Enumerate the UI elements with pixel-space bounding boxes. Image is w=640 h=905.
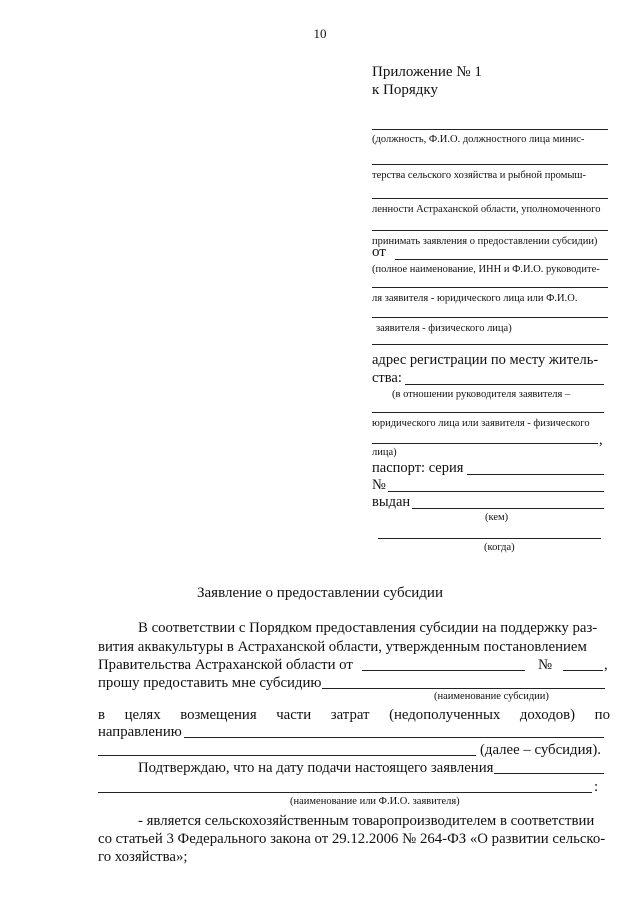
official-hint-4: принимать заявления о предоставлении субсидии) — [372, 236, 598, 247]
applicant-line-4 — [372, 344, 608, 345]
applicant-name-line-2 — [98, 792, 592, 793]
from-line — [395, 259, 608, 260]
paragraph-3-line-1: Подтверждаю, что на дату подачи настоящего заявления — [138, 760, 494, 776]
decree-date-line — [362, 670, 525, 671]
paragraph-1-line-2: вития аквакультуры в Астраханской области, утвержденным постановлением — [98, 639, 587, 655]
from-label: от — [372, 244, 386, 260]
official-line-4 — [372, 230, 608, 231]
p2-word: в — [98, 707, 105, 723]
annex-subtitle: к Порядку — [372, 82, 438, 98]
passport-series-line — [467, 474, 604, 475]
address-line-1 — [405, 384, 604, 385]
applicant-name-line-1 — [494, 773, 604, 774]
p2-word: (недополученных — [389, 707, 501, 723]
official-line-1 — [372, 129, 608, 130]
address-hint-2: юридического лица или заявителя - физического — [372, 418, 590, 429]
p2-word: затрат — [330, 707, 370, 723]
passport-number-label: № — [372, 477, 386, 493]
address-comma: , — [599, 432, 603, 448]
decree-comma: , — [604, 657, 608, 673]
address-line-3 — [372, 443, 598, 444]
subsidy-name-hint: (наименование субсидии) — [434, 691, 549, 702]
address-hint-3: лица) — [372, 447, 397, 458]
p2-word: части — [276, 707, 312, 723]
applicant-hint-3: заявителя - физического лица) — [376, 323, 512, 334]
paragraph-2-line-3-end: (далее – субсидия). — [480, 742, 601, 758]
issued-when-line — [378, 538, 601, 539]
paragraph-3-colon: : — [594, 779, 599, 795]
address-line-2 — [372, 412, 604, 413]
direction-line-2 — [98, 755, 476, 756]
passport-label: паспорт: серия — [372, 460, 464, 476]
applicant-hint-2: ля заявителя - юридического лица или Ф.И.О. — [372, 293, 578, 304]
issued-by-hint: (кем) — [485, 512, 509, 523]
address-hint-1: (в отношении руководителя заявителя – — [392, 389, 571, 400]
issued-when-hint: (когда) — [484, 542, 515, 553]
page-number: 10 — [313, 26, 327, 41]
passport-issued-line — [412, 508, 604, 509]
paragraph-1-line-3-start: Правительства Астраханской области от — [98, 657, 353, 673]
paragraph-1-line-1: В соответствии с Порядком предоставления субсидии на поддержку раз- — [138, 620, 598, 636]
document-title: Заявление о предоставлении субсидии — [197, 585, 443, 601]
decree-number-line — [563, 670, 603, 671]
official-hint-2: терства сельского хозяйства и рыбной промыш- — [372, 170, 586, 181]
address-label-1: адрес регистрации по месту житель- — [372, 352, 599, 368]
direction-line-1 — [184, 737, 604, 738]
address-label-2: ства: — [372, 370, 402, 386]
official-line-2 — [372, 164, 608, 165]
applicant-name-hint: (наименование или Ф.И.О. заявителя) — [290, 796, 460, 807]
official-hint-3: ленности Астраханской области, уполномоченного — [372, 204, 601, 215]
decree-number-label: № — [538, 657, 553, 673]
p2-word: доходов) — [519, 707, 576, 723]
paragraph-4-line-2: со статьей 3 Федерального закона от 29.12.2006 № 264-ФЗ «О развитии сельско- — [98, 831, 606, 847]
paragraph-4-line-3: го хозяйства»; — [98, 849, 188, 865]
passport-number-line — [388, 491, 604, 492]
official-line-3 — [372, 198, 608, 199]
p2-word: возмещения — [180, 707, 257, 723]
paragraph-2-line-2: направлению — [98, 724, 182, 740]
subsidy-name-line — [322, 688, 605, 689]
paragraph-2-line-1 — [98, 707, 610, 724]
annex-title: Приложение № 1 — [372, 64, 482, 80]
applicant-line-3 — [372, 317, 608, 318]
applicant-line-2 — [372, 287, 608, 288]
p2-word: по — [594, 707, 610, 723]
official-hint-1: (должность, Ф.И.О. должностного лица минис- — [372, 134, 585, 145]
p2-word: целях — [124, 707, 161, 723]
paragraph-1-line-4: прошу предоставить мне субсидию — [98, 675, 322, 691]
passport-issued-label: выдан — [372, 494, 411, 510]
paragraph-4-line-1: - является сельскохозяйственным товаропроизводителем в соответствии — [138, 813, 595, 829]
applicant-hint-1: (полное наименование, ИНН и Ф.И.О. руководите- — [372, 264, 600, 275]
